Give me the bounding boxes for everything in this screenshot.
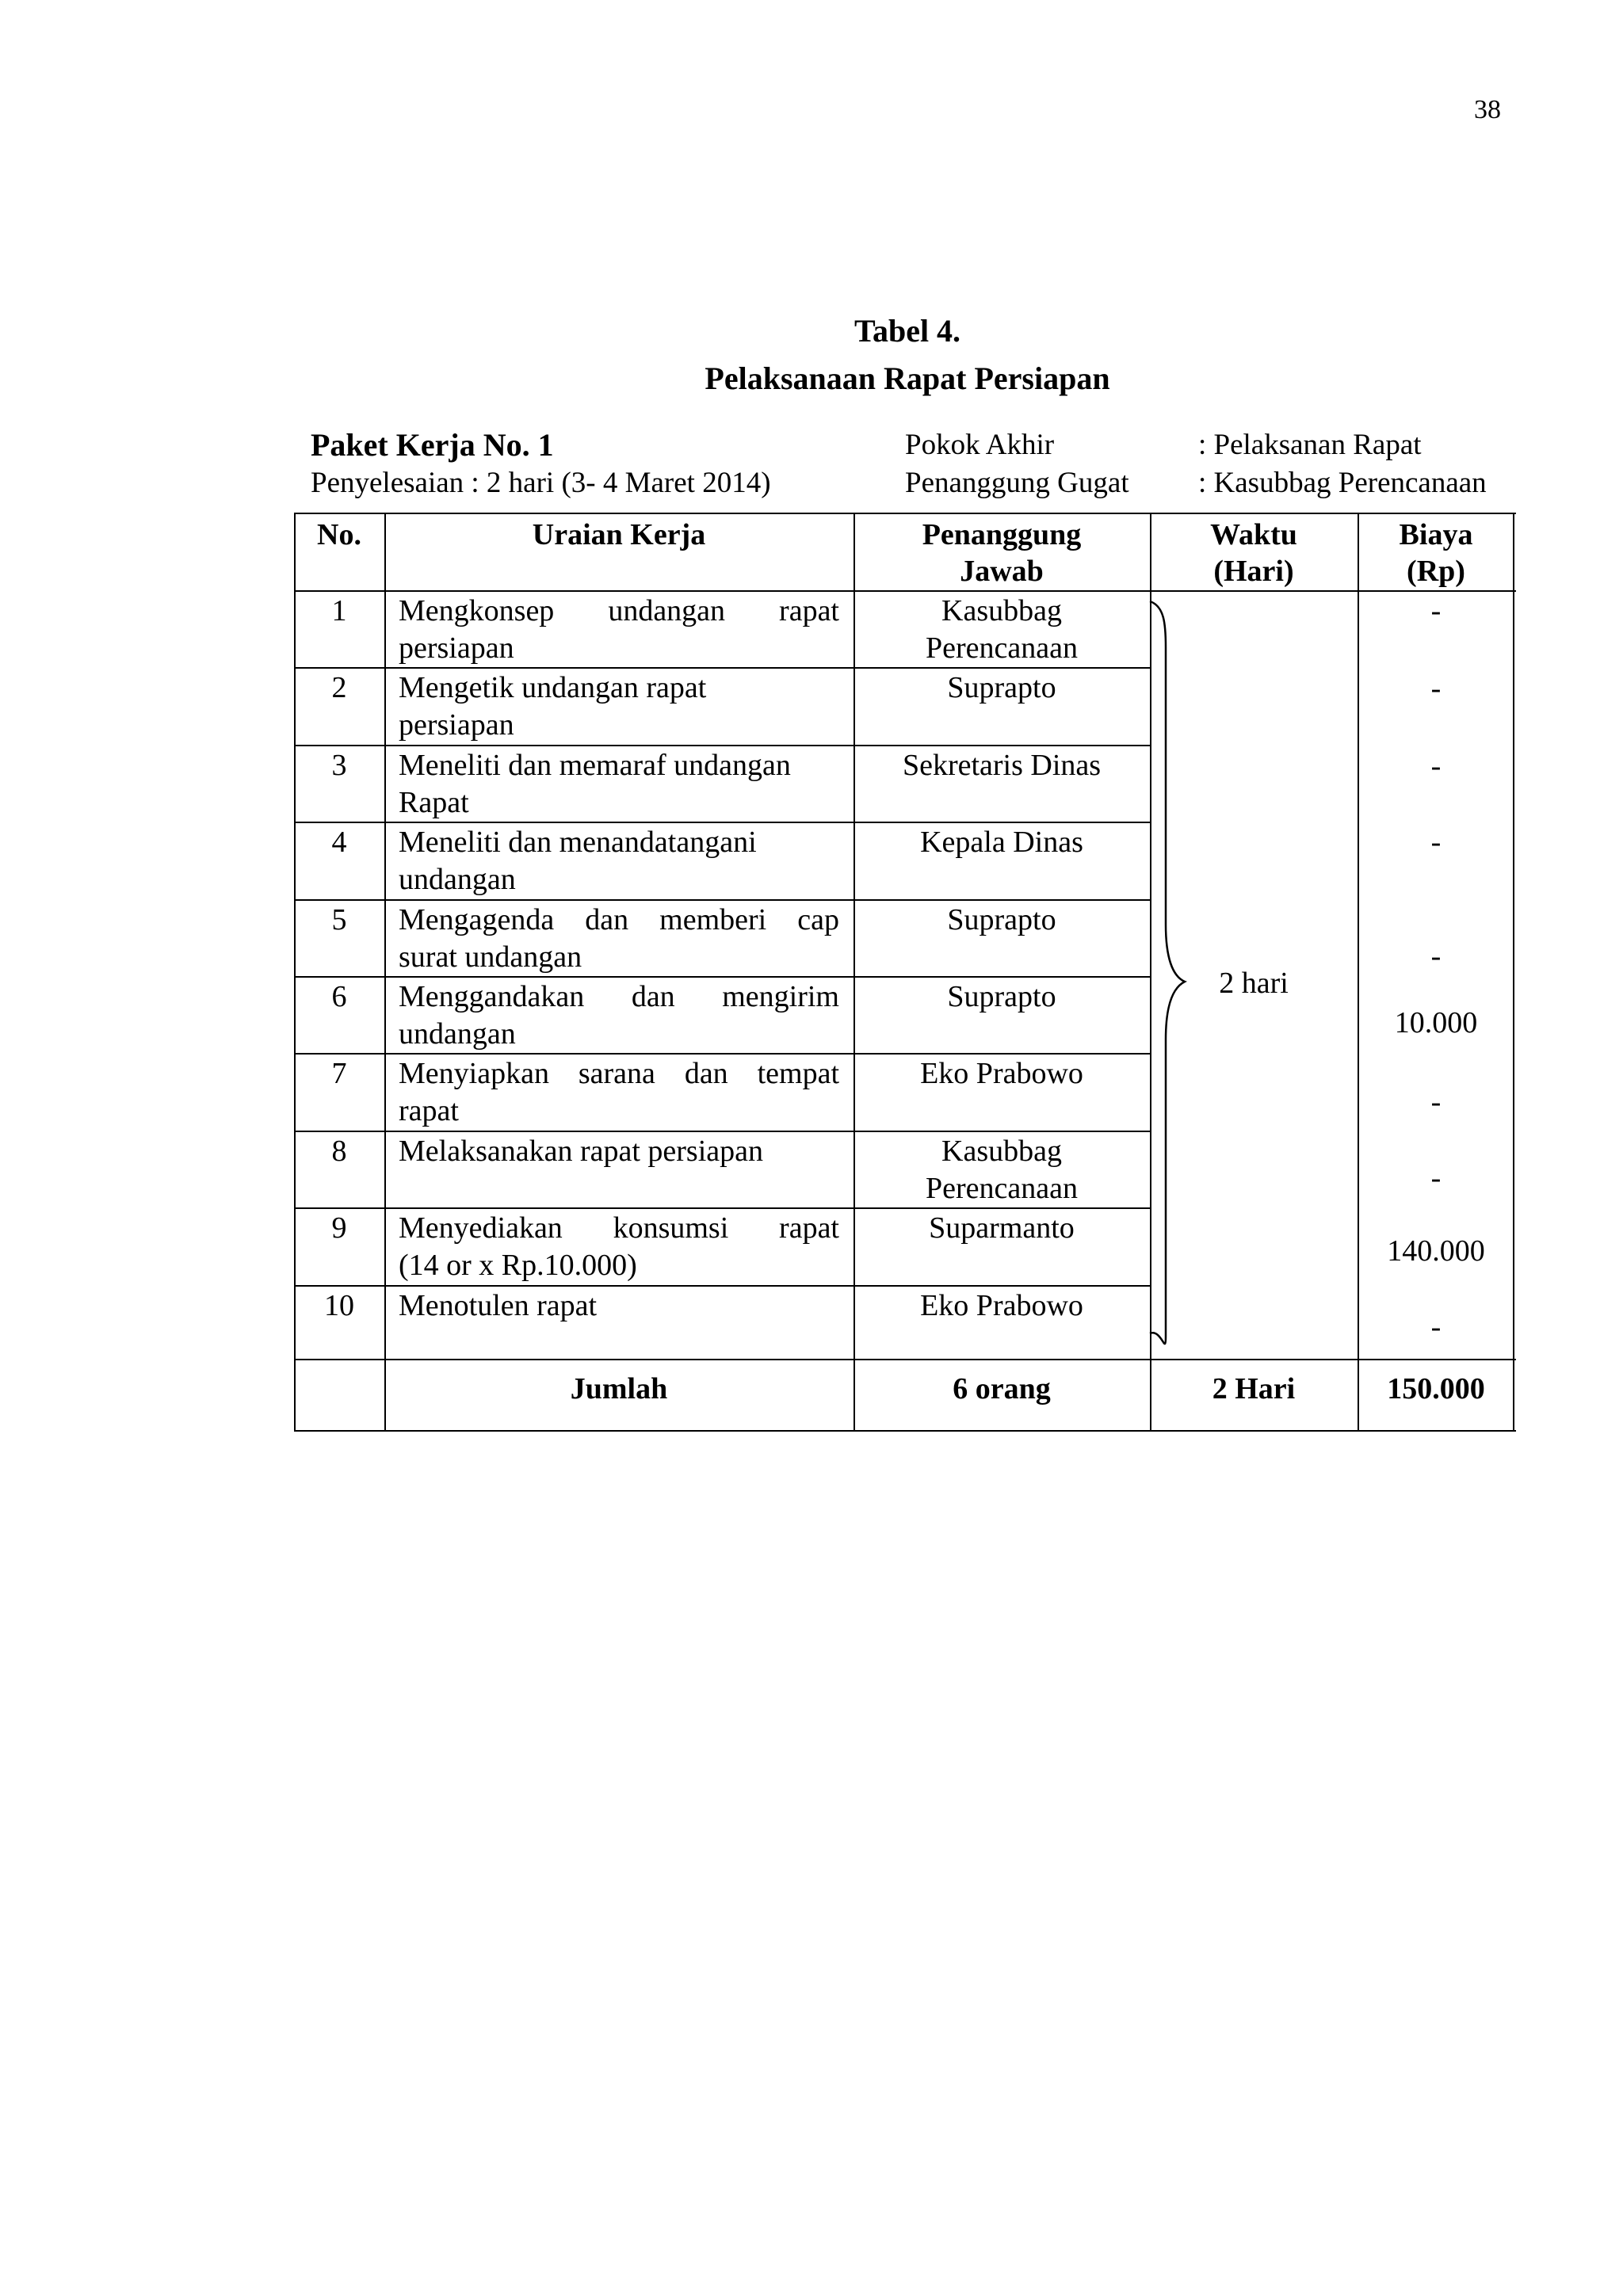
row-uraian-line2: surat undangan	[399, 940, 582, 974]
row-uraian-line1: Meneliti dan menandatangani	[399, 826, 757, 859]
row-rule	[294, 1053, 1151, 1055]
total-label: Jumlah	[570, 1372, 668, 1405]
penyelesaian-text: Penyelesaian : 2 hari (3- 4 Maret 2014)	[311, 467, 771, 499]
word: tempat	[757, 1057, 839, 1090]
row-uraian-line2: (14 or x Rp.10.000)	[399, 1249, 637, 1282]
column-rule	[1150, 513, 1151, 1432]
row-pj-line1: Suprapto	[947, 903, 1056, 936]
row-rule	[294, 667, 1151, 669]
row-number: 3	[331, 749, 347, 782]
total-waktu: 2 Hari	[1212, 1372, 1296, 1405]
biaya-value: -	[1430, 749, 1442, 783]
biaya-value: -	[1430, 940, 1442, 973]
row-pj-line1: Kasubbag	[941, 594, 1062, 627]
total-pj: 6 orang	[953, 1372, 1051, 1405]
column-rule	[1358, 513, 1359, 1432]
header-biaya-line1: Biaya	[1399, 518, 1473, 551]
word: undangan	[608, 594, 726, 627]
row-pj-line1: Sekretaris Dinas	[902, 749, 1102, 782]
row-number: 10	[324, 1289, 354, 1322]
word: rapat	[779, 1211, 839, 1245]
biaya-value: -	[1430, 672, 1442, 705]
word: dan	[631, 980, 675, 1013]
word: dan	[585, 903, 629, 936]
word: memberi	[659, 903, 767, 936]
column-rule	[384, 513, 386, 1432]
row-uraian-line2: undangan	[399, 1017, 516, 1051]
word: sarana	[578, 1057, 655, 1090]
row-uraian-line1: Menotulen rapat	[399, 1289, 598, 1322]
row-pj-line2: Perencanaan	[926, 631, 1078, 665]
biaya-value: -	[1430, 1310, 1442, 1344]
row-pj-line1: Eko Prabowo	[920, 1289, 1083, 1322]
waktu-merged: 2 hari	[1219, 967, 1289, 1000]
row-rule	[294, 976, 1151, 978]
table-bottom-rule	[294, 1430, 1516, 1432]
paket-kerja-label: Paket Kerja No. 1	[311, 427, 554, 463]
biaya-value: -	[1430, 826, 1442, 859]
word: rapat	[779, 594, 839, 627]
header-no: No.	[317, 518, 361, 551]
row-number: 9	[331, 1211, 347, 1245]
penanggung-gugat-value: : Kasubbag Perencanaan	[1198, 467, 1487, 499]
row-rule	[294, 745, 1151, 746]
word: dan	[684, 1057, 728, 1090]
word: Menyiapkan	[399, 1057, 549, 1090]
row-rule	[294, 1207, 1151, 1209]
row-rule	[294, 822, 1151, 823]
row-pj-line1: Kepala Dinas	[920, 826, 1083, 859]
row-pj-line1: Suprapto	[947, 980, 1056, 1013]
row-number: 2	[331, 671, 347, 704]
header-pj-line1: Penanggung	[922, 518, 1082, 551]
header-bottom-rule	[294, 590, 1516, 592]
header-pj-line2: Jawab	[960, 555, 1044, 588]
row-pj-line1: Kasubbag	[941, 1135, 1062, 1168]
column-rule	[1513, 513, 1514, 1432]
row-rule	[294, 899, 1151, 901]
merge-brace-icon	[294, 513, 1514, 1432]
page-number: 38	[1474, 95, 1501, 124]
work-package-table	[294, 513, 1514, 1432]
column-rule	[854, 513, 855, 1432]
table-title-line1: Tabel 4.	[854, 313, 961, 349]
biaya-value: -	[1430, 1161, 1442, 1195]
table-title	[0, 307, 1623, 402]
row-rule	[294, 1131, 1151, 1132]
row-uraian-line2: Rapat	[399, 786, 469, 819]
penanggung-gugat-label: Penanggung Gugat	[905, 467, 1129, 499]
row-number: 7	[331, 1057, 347, 1090]
table-title-line2: Pelaksanaan Rapat Persiapan	[705, 360, 1110, 396]
pokok-akhir-label: Pokok Akhir	[905, 429, 1055, 461]
word: konsumsi	[613, 1211, 729, 1245]
header-waktu-line1: Waktu	[1210, 518, 1297, 551]
row-uraian-line2: rapat	[399, 1094, 459, 1127]
header-biaya-line2: (Rp)	[1407, 555, 1465, 588]
row-uraian-line2: undangan	[399, 863, 516, 896]
biaya-value: -	[1430, 594, 1442, 627]
row-pj-line1: Eko Prabowo	[920, 1057, 1083, 1090]
word: mengirim	[722, 980, 839, 1013]
row-rule	[294, 1359, 1151, 1360]
word: cap	[797, 903, 839, 936]
row-uraian-line1: Meneliti dan memaraf undangan	[399, 749, 791, 782]
row-number: 6	[331, 980, 347, 1013]
total-biaya: 150.000	[1387, 1372, 1485, 1405]
biaya-value: 140.000	[1387, 1234, 1485, 1268]
row-uraian-line2: persiapan	[399, 708, 514, 742]
column-rule	[294, 513, 296, 1432]
row-uraian-line1: Mengetik undangan rapat	[399, 671, 707, 704]
biaya-value: -	[1430, 1085, 1442, 1119]
row-uraian-line2: persiapan	[399, 631, 514, 665]
pokok-akhir-value: : Pelaksanan Rapat	[1198, 429, 1422, 461]
row-pj-line1: Suparmanto	[929, 1211, 1075, 1245]
header-uraian: Uraian Kerja	[532, 518, 706, 551]
row-number: 8	[331, 1135, 347, 1168]
word: Mengagenda	[399, 903, 555, 936]
row-uraian-line1: Melaksanakan rapat persiapan	[399, 1135, 764, 1168]
biaya-value: 10.000	[1394, 1006, 1478, 1039]
table-top-rule	[294, 513, 1516, 514]
word: Menggandakan	[399, 980, 585, 1013]
word: Mengkonsep	[399, 594, 555, 627]
row-pj-line1: Suprapto	[947, 671, 1056, 704]
header-waktu-line2: (Hari)	[1213, 555, 1294, 588]
row-pj-line2: Perencanaan	[926, 1172, 1078, 1205]
row-number: 4	[331, 826, 347, 859]
row-number: 5	[331, 903, 347, 936]
word: Menyediakan	[399, 1211, 563, 1245]
row-rule	[294, 1285, 1151, 1287]
row-number: 1	[331, 594, 347, 627]
